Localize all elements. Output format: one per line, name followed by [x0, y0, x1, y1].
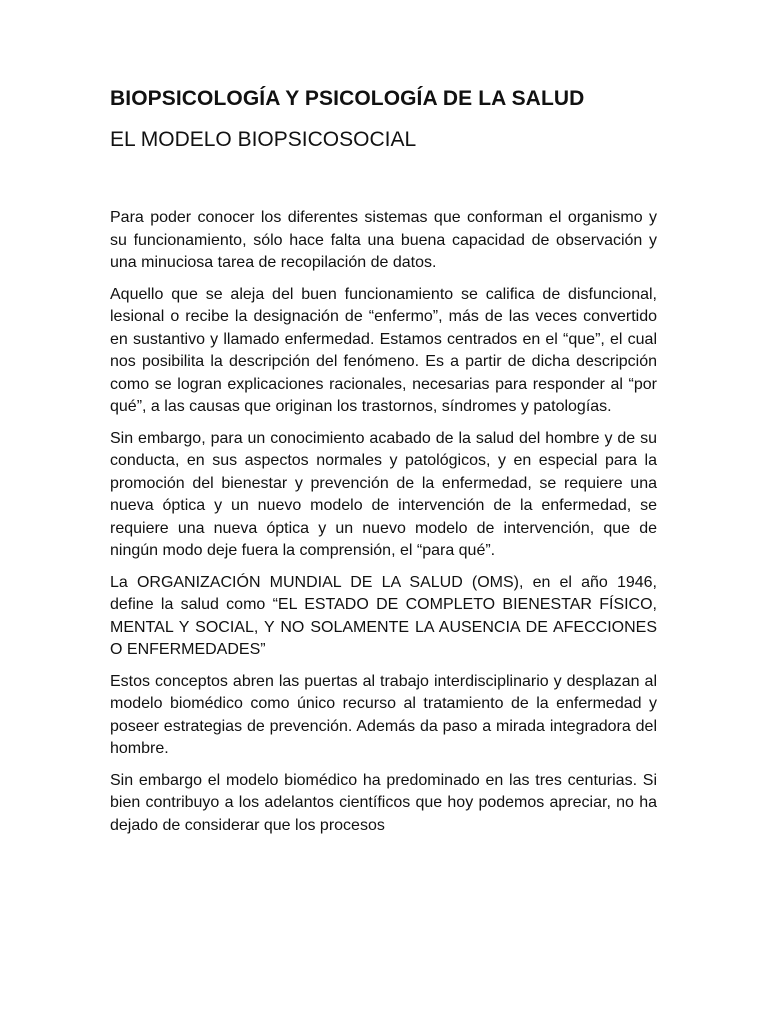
paragraph: La ORGANIZACIÓN MUNDIAL DE LA SALUD (OMS), en el año 1946, define la salud como “EL ESTADO DE COMPLETO BIENESTAR FÍSICO, MENTAL Y SOCIAL, Y NO SOLAMENTE LA AUSENCIA DE AFECCIONES O ENFERMEDADES”	[110, 573, 657, 658]
paragraph: Aquello que se aleja del buen funcionamiento se califica de disfuncional, lesional o recibe la designación de “enfermo”, más de las veces convertido en sustantivo y llamado enfermedad. Estamos centrados en el “que”, el cual nos posibilita la descripción del fenómeno. Es a partir de dicha descripción como se logran explicaciones racionales, necesarias para responder al “por qué”, a las causas que originan los trastornos, síndromes y patologías.	[110, 285, 657, 415]
document-title: BIOPSICOLOGÍA Y PSICOLOGÍA DE LA SALUD	[110, 87, 585, 110]
document-page	[110, 85, 657, 846]
document-subtitle: EL MODELO BIOPSICOSOCIAL	[110, 128, 417, 151]
paragraph: Sin embargo el modelo biomédico ha predominado en las tres centurias. Si bien contribuyo a los adelantos científicos que hoy podemos apreciar, no ha dejado de considerar que los procesos	[110, 771, 657, 834]
document-body	[110, 207, 657, 837]
paragraph: Sin embargo, para un conocimiento acabado de la salud del hombre y de su conducta, en sus aspectos normales y patológicos, y en especial para la promoción del bienestar y prevención de la enfermedad, se requiere una nueva óptica y un nuevo modelo de intervención de la enfermedad, se requiere una nueva óptica y un nuevo modelo de intervención, que de ningún modo deje fuera la comprensión, el “para qué”.	[110, 429, 657, 559]
paragraph: Para poder conocer los diferentes sistemas que conforman el organismo y su funcionamiento, sólo hace falta una buena capacidad de observación y una minuciosa tarea de recopilación de datos.	[110, 209, 657, 271]
paragraph: Estos conceptos abren las puertas al trabajo interdisciplinario y desplazan al modelo biomédico como único recurso al tratamiento de la enfermedad y poseer estrategias de prevención. Además da paso a mirada integradora del hombre.	[110, 672, 657, 757]
